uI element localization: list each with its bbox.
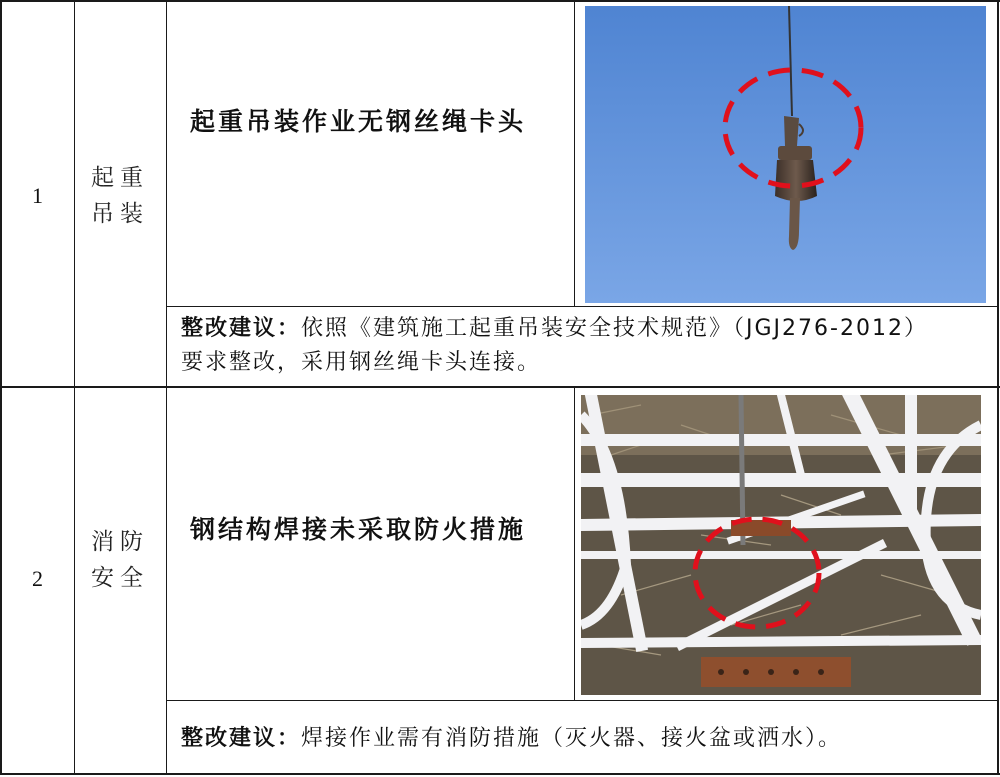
category-label <box>90 524 150 596</box>
table-border-top <box>0 0 1000 2</box>
suggestion-text: 依照《建筑施工起重吊装安全技术规范》（JGJ276-2012） <box>301 316 928 341</box>
steel-welding-photo <box>581 395 981 695</box>
steel-welding-image <box>581 395 981 695</box>
suggestion-text: 焊接作业需有消防措施（灭火器、接火盆或洒水）。 <box>301 726 843 751</box>
row-number: 2 <box>32 566 43 591</box>
category-line: 安全 <box>91 565 149 591</box>
suggestion-label: 整改建议： <box>181 316 302 341</box>
category-line: 消防 <box>91 529 149 555</box>
category-line: 吊装 <box>91 201 149 227</box>
issue-title: 钢结构焊接未采取防火措施 <box>190 515 527 544</box>
suggestion-line <box>181 722 993 756</box>
issue-title: 起重吊装作业无钢丝绳卡头 <box>190 107 527 136</box>
suggestion-line: 要求整改，采用钢丝绳卡头连接。 <box>181 350 542 375</box>
suggestion-divider-2 <box>166 700 999 701</box>
category-line: 起重 <box>91 165 149 191</box>
suggestion-line <box>181 312 993 346</box>
category-label <box>90 160 150 232</box>
rectification-suggestion <box>181 722 993 756</box>
rectification-suggestion <box>181 312 993 380</box>
row-number: 1 <box>32 183 43 208</box>
table-border-bottom <box>0 773 1000 775</box>
suggestion-label: 整改建议： <box>181 726 302 751</box>
crane-hook-image <box>585 6 986 303</box>
image-divider-1 <box>574 0 575 307</box>
suggestion-divider-1 <box>166 306 999 307</box>
image-divider-2 <box>574 387 575 701</box>
crane-hook-photo <box>585 6 986 303</box>
row-divider <box>0 386 1000 388</box>
